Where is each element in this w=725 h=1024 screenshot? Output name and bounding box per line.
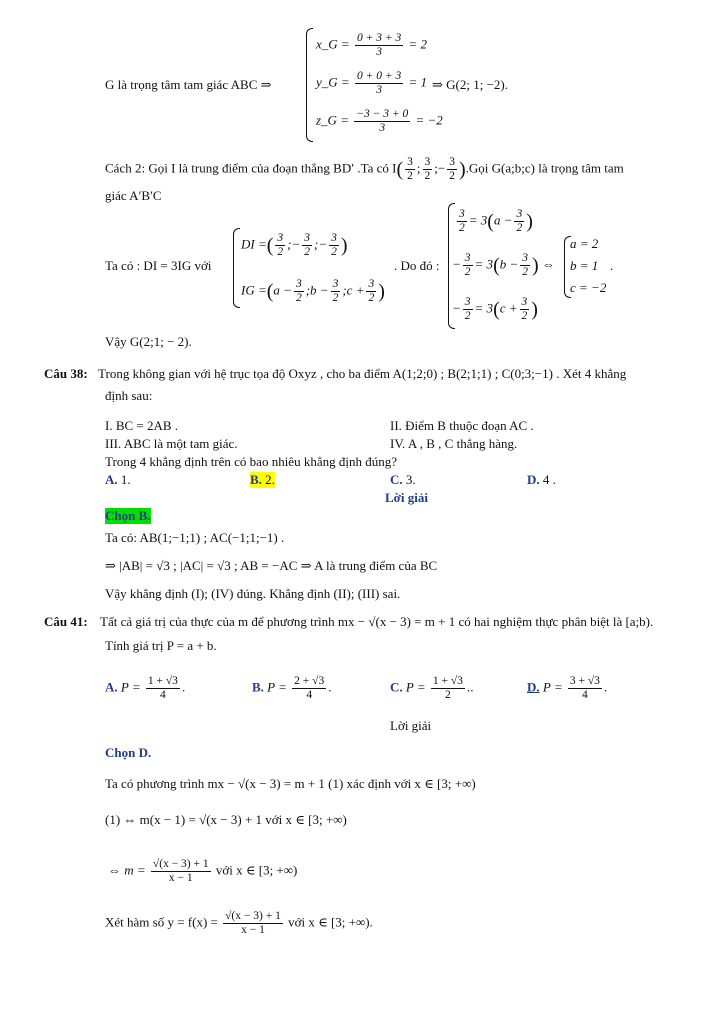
q41-text-2: Tính giá trị P = a + b. [105,638,217,653]
q41-text-1: Tất cả giá trị của thực của m để phương trình mx − √(x − 3) = m + 1 có hai nghiệm thực phân biệt là [a;b). [100,614,654,629]
q38-option-c: C. 3. [390,472,416,487]
q38-option-b: B. 2. [250,472,275,487]
sol-c: c = −2 [570,280,607,295]
conclusion-g: Vậy G(2;1; − 2). [105,334,192,349]
method2-line2: giác A′B′C [105,188,162,203]
q41-solution-1: Ta có phương trình mx − √(x − 3) = m + 1 (1) xác định với x ∈ [3; +∞) [105,776,476,791]
q41-solution-2: (1) ⇔ m(x − 1) = √(x − 3) + 1 với x ∈ [3; +∞) [105,812,347,827]
q38-text-1: Trong không gian với hệ trục tọa độ Oxyz , cho ba điểm A(1;2;0) ; B(2;1;1) ; C(0;3;−1) . Xét 4 khẳng [98,366,627,381]
xg-row: x_G = $\frac{0 + 3 + 3}{3}$ = 2 [316,32,427,58]
eq-c: − $\frac{3}{2}$ = 3(c + $\frac{3}{2}$ ) [452,296,538,322]
eq-a: $\frac{3}{2}$ = 3(a − $\frac{3}{2}$ ) [459,208,533,234]
q38-solution-heading: Lời giải [385,490,428,505]
sol-a: a = 2 [570,236,599,251]
q41-label: Câu 41: [44,614,88,629]
therefore-label: . Do đó : [394,258,440,273]
di-row: DI =( $\frac{3}{2}$ ;− $\frac{3}{2}$ ;− $\frac{3}{2}$ ) [241,232,348,258]
q41-option-c: C. P = $\frac{1 + √3}{2}$ .. [390,675,474,701]
vector-relation: Ta có : DI = 3IG với [105,258,212,273]
vector-brace [233,228,240,308]
q38-statement-1: I. BC = 2AB . [105,418,179,433]
ig-row: IG =(a − $\frac{3}{2}$ ;b − $\frac{3}{2}$ ;c + $\frac{3}{2}$ ) [241,278,385,304]
q38-option-d: D. 4 . [527,472,556,487]
q38-label: Câu 38: [44,366,88,381]
q38-statement-4: IV. A , B , C thẳng hàng. [390,436,518,451]
centroid-result: ⇒ G(2; 1; −2). [432,77,508,92]
sol-b: b = 1 [570,258,599,273]
q38-statement-2: II. Điểm B thuộc đoạn AC . [390,418,534,433]
q38-solution-3: Vậy khẳng định (I); (IV) đúng. Khẳng định (II); (III) sai. [105,586,401,601]
q41-option-d: D. P = $\frac{3 + √3}{4}$ . [527,675,608,701]
q41-solution-3: ⇔ m = $\frac{√(x - 3) + 1}{x - 1}$ với x ∈ [3; +∞) [108,858,298,884]
zg-row: z_G = $\frac{-3 - 3 + 0}{3}$ = −2 [316,108,443,134]
q38-solution-2: ⇒ |AB| = √3 ; |AC| = √3 ; AB = −AC ⇒ A là trung điểm của BC [105,558,438,573]
q41-choice: Chọn D. [105,745,152,760]
yg-row: y_G = $\frac{0 + 0 + 3}{3}$ = 1 [316,70,427,96]
eq-b: − $\frac{3}{2}$ = 3(b − $\frac{3}{2}$ ) ⇔ [452,252,555,278]
q38-statement-3: III. ABC là một tam giác. [105,436,238,451]
q38-choice: Chọn B. [105,508,151,523]
system-brace [306,28,313,142]
method2-line1: Cách 2: Gọi I là trung điểm của đoạn thẳng BD′ .Ta có I( $\frac{3}{2}$ ; $\frac{3}{2}$ ;− $\frac{3}{2}$ ).Gọi G(a;b;c) là trọng tâm tam [105,156,624,182]
centroid-statement: G là trọng tâm tam giác ABC ⇒ [105,77,272,92]
q38-solution-1: Ta có: AB(1;−1;1) ; AC(−1;1;−1) . [105,530,285,545]
q41-solution-heading: Lời giải [390,718,432,733]
q41-option-a: A. P = $\frac{1 + √3}{4}$ . [105,675,186,701]
q38-option-a: A. 1. [105,472,131,487]
q38-question: Trong 4 khẳng định trên có bao nhiêu khẳng định đúng? [105,454,397,469]
q41-solution-4: Xét hàm số y = f(x) = $\frac{√(x - 3) + 1}{x - 1}$ với x ∈ [3; +∞). [105,910,373,936]
q41-option-b: B. P = $\frac{2 + √3}{4}$ . [252,675,332,701]
q38-text-2: định sau: [105,388,153,403]
